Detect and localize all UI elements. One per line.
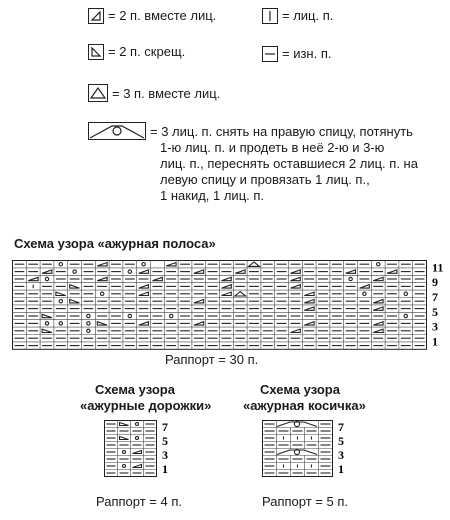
k2tog-mark	[194, 300, 204, 303]
k2tog-mark	[28, 277, 38, 280]
small-chart-1-title-line1: Схема узора	[95, 382, 175, 397]
yarn-over-mark	[170, 314, 173, 317]
yarn-over-mark	[128, 270, 131, 273]
main-row-number: 9	[432, 275, 438, 290]
main-row-number: 11	[432, 260, 444, 275]
ssk-mark	[70, 285, 80, 288]
purl-symbol-icon	[262, 46, 278, 62]
k3tog-mark	[249, 262, 260, 266]
yarn-over-mark	[45, 277, 48, 280]
yarn-over-mark	[404, 292, 407, 295]
legend-cluster-text	[150, 124, 440, 204]
legend-knit-label: = лиц. п.	[282, 8, 334, 23]
k2tog-mark	[304, 322, 314, 325]
k2tog-mark	[291, 270, 301, 273]
legend-cluster-line: 1 накид, 1 лиц. п.	[160, 188, 265, 203]
small2-row-number: 3	[338, 448, 344, 462]
yarn-over-mark	[349, 277, 352, 280]
legend-cluster-line: = 3 лиц. п. снять на правую спицу, потянуть	[150, 124, 413, 139]
yarn-over-mark	[136, 423, 139, 426]
small-chart-2-title-line1: Схема узора	[260, 382, 340, 397]
small-chart-1-title-line2: «ажурные дорожки»	[80, 398, 212, 413]
cluster-symbol-icon	[88, 122, 146, 140]
main-chart-grid	[12, 260, 450, 350]
small-chart-2-title-line2: «ажурная косичка»	[243, 398, 366, 413]
k2tog-mark	[291, 277, 301, 280]
ssk-mark	[120, 423, 129, 426]
yarn-over-mark	[123, 465, 126, 468]
ssk-mark	[42, 314, 52, 317]
yarn-over-mark	[404, 314, 407, 317]
yarn-over-mark	[101, 292, 104, 295]
yarn-over-mark	[123, 451, 126, 454]
k2tog-mark	[97, 277, 107, 280]
yarn-over-mark	[45, 322, 48, 325]
grid-cells	[262, 420, 333, 477]
yarn-over-mark	[87, 322, 90, 325]
k2tog-mark	[373, 277, 383, 280]
k2tog-mark	[235, 270, 245, 273]
k2tog-mark	[153, 277, 163, 280]
legend-cluster-line: лиц. п., переснять оставшиеся 2 лиц. п. на	[160, 156, 418, 171]
k2tog-mark	[373, 322, 383, 325]
grid-cells	[12, 260, 427, 349]
legend-cluster-line: 1-ю лиц. п. и продеть в неё 2-ю и 3-ю	[160, 140, 385, 155]
small2-row-number: 7	[338, 420, 344, 434]
small-chart-1-rapport: Раппорт = 4 п.	[96, 494, 182, 509]
legend-cluster-line: левую спицу и провязать 1 лиц. п.,	[160, 172, 370, 187]
yarn-over-mark	[136, 437, 139, 440]
k2tog-mark	[304, 300, 314, 303]
k2tog-symbol-icon	[88, 8, 104, 24]
k2tog-mark	[97, 263, 107, 266]
ssk-mark	[120, 437, 129, 440]
yarn-over-mark	[59, 322, 62, 325]
k2tog-mark	[291, 285, 301, 288]
main-row-number: 1	[432, 334, 438, 349]
small1-row-number: 3	[162, 448, 168, 462]
k2tog-mark	[139, 292, 149, 295]
k2tog-mark	[133, 465, 142, 468]
small-chart-2-rapport: Раппорт = 5 п.	[262, 494, 348, 509]
main-row-number: 5	[432, 304, 438, 319]
yarn-over-mark	[87, 329, 90, 332]
k2tog-mark	[139, 322, 149, 325]
k2tog-mark	[304, 292, 314, 295]
main-row-number: 7	[432, 290, 438, 304]
k2tog-mark	[222, 292, 232, 295]
legend-k2tog-label: = 2 п. вместе лиц.	[108, 8, 217, 23]
ssk-mark	[97, 322, 107, 325]
k2tog-mark	[194, 270, 204, 273]
yarn-over-mark	[377, 263, 380, 266]
small1-row-number: 7	[162, 420, 168, 434]
k2tog-mark	[139, 270, 149, 273]
yarn-over-mark	[128, 314, 131, 317]
k3tog-symbol-icon	[88, 84, 108, 102]
small2-row-number: 1	[338, 462, 344, 476]
yarn-over-mark	[59, 263, 62, 266]
k2tog-mark	[304, 307, 314, 310]
legend-ssk-label: = 2 п. скрещ.	[108, 44, 186, 59]
k2tog-mark	[194, 322, 204, 325]
k2tog-mark	[222, 277, 232, 280]
k2tog-mark	[166, 263, 176, 266]
k2tog-mark	[387, 270, 397, 273]
main-row-number: 3	[432, 319, 438, 334]
yarn-over-mark	[142, 263, 145, 266]
k2tog-mark	[373, 300, 383, 303]
yarn-over-mark	[87, 314, 90, 317]
ssk-mark	[70, 300, 80, 303]
k3tog-mark	[235, 292, 246, 296]
legend-purl-label: = изн. п.	[282, 46, 332, 61]
k2tog-mark	[373, 307, 383, 310]
knit-symbol-icon	[262, 8, 278, 24]
legend-k3tog-label: = 3 п. вместе лиц.	[112, 86, 221, 101]
k2tog-mark	[42, 270, 52, 273]
main-chart-rapport: Раппорт = 30 п.	[165, 352, 259, 367]
ssk-symbol-icon	[88, 44, 104, 60]
small-chart-1-grid	[104, 420, 194, 480]
ssk-mark	[42, 329, 52, 332]
k2tog-mark	[291, 329, 301, 332]
k2tog-mark	[373, 329, 383, 332]
ssk-mark	[56, 292, 66, 295]
small2-row-number: 5	[338, 434, 344, 448]
yarn-over-mark	[73, 270, 76, 273]
grid-cells	[104, 420, 157, 477]
small-chart-2-grid	[262, 420, 362, 480]
k2tog-mark	[139, 285, 149, 288]
small1-row-number: 1	[162, 462, 168, 476]
yarn-over-mark	[59, 300, 62, 303]
yarn-over-mark	[363, 292, 366, 295]
main-chart-title: Схема узора «ажурная полоса»	[14, 236, 216, 251]
small1-row-number: 5	[162, 434, 168, 448]
k2tog-mark	[133, 451, 142, 454]
k2tog-mark	[346, 270, 356, 273]
k2tog-mark	[360, 285, 370, 288]
k2tog-mark	[222, 285, 232, 288]
